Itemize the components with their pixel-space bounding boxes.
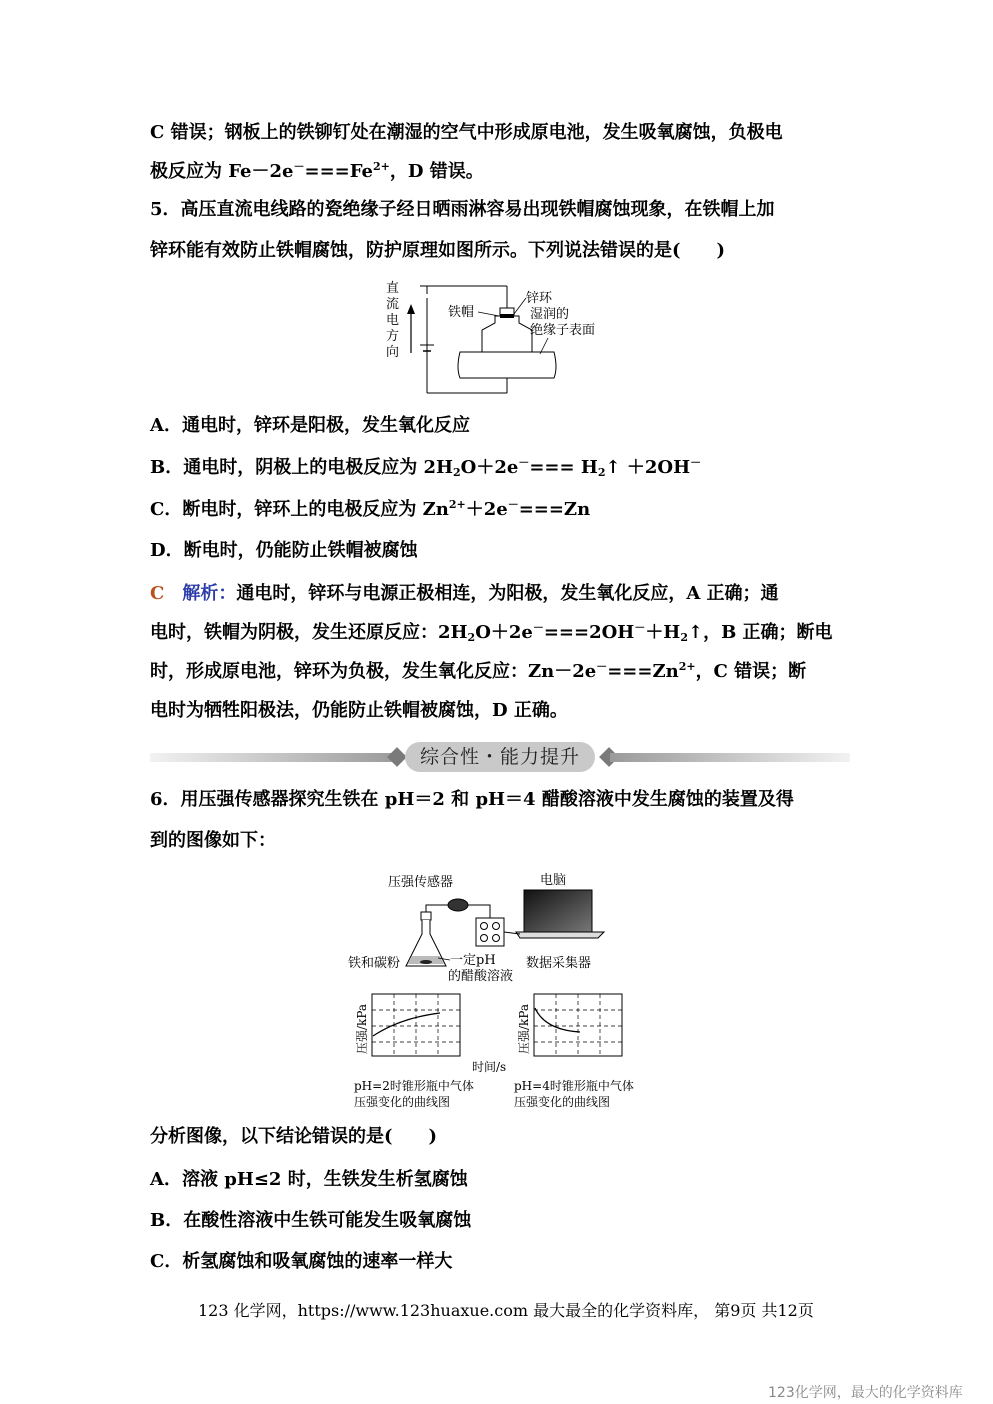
text-line: C 错误；钢板上的铁铆钉处在潮湿的空气中形成原电池，发生吸氧腐蚀，负极电: [150, 122, 783, 143]
answer-line: 电时为牺牲阳极法，仍能防止铁帽被腐蚀，D 正确。: [150, 700, 568, 721]
svg-text:铁帽: 铁帽: [448, 305, 475, 320]
svg-text:电: 电: [386, 313, 400, 328]
svg-text:锌环: 锌环: [526, 291, 553, 306]
svg-text:数据采集器: 数据采集器: [526, 956, 592, 971]
zinc-ring: [500, 314, 514, 318]
analysis-label: 解析：: [182, 583, 237, 604]
section-banner: [150, 742, 850, 772]
svg-text:向: 向: [386, 345, 400, 360]
svg-text:压强/kPa: 压强/kPa: [355, 1003, 369, 1054]
svg-text:的醋酸溶液: 的醋酸溶液: [448, 969, 514, 984]
answer-line: C 解析：通电时，锌环与电源正极相连，为阳极，发生氧化反应，A 正确；通: [150, 583, 779, 604]
option-c: C．析氢腐蚀和吸氧腐蚀的速率一样大: [150, 1251, 453, 1272]
section-title: 综合性・能力提升: [405, 742, 595, 772]
option-b: B．在酸性溶液中生铁可能发生吸氧腐蚀: [150, 1210, 472, 1231]
svg-text:压强变化的曲线图: 压强变化的曲线图: [514, 1095, 611, 1109]
question-6-prompt: 分析图像，以下结论错误的是( ): [150, 1126, 438, 1147]
svg-text:时间/s: 时间/s: [472, 1060, 507, 1074]
svg-text:pH=2时锥形瓶中气体: pH=2时锥形瓶中气体: [354, 1079, 474, 1093]
text-line: 极反应为 $Fe-2e^-===Fe^{2+}$，D 错误。: [150, 160, 484, 182]
watermark-text: 123化学网，最大的化学资料库: [768, 1385, 963, 1401]
svg-text:湿润的: 湿润的: [530, 307, 570, 322]
option-c: C．断电时，锌环上的电极反应为 $Zn^{2+}+2e^-===Zn$: [150, 498, 591, 520]
svg-text:压强传感器: 压强传感器: [388, 875, 454, 890]
question-6: 6．用压强传感器探究生铁在 pH＝2 和 pH＝4 醋酸溶液中发生腐蚀的装置及得: [150, 789, 794, 810]
svg-text:一定pH: 一定pH: [450, 953, 496, 968]
svg-text:直: 直: [386, 281, 400, 296]
svg-text:pH=4时锥形瓶中气体: pH=4时锥形瓶中气体: [514, 1079, 634, 1093]
svg-text:压强/kPa: 压强/kPa: [517, 1003, 531, 1054]
svg-text:电脑: 电脑: [540, 873, 567, 888]
option-a: A．溶液 pH≤2 时，生铁发生析氢腐蚀: [150, 1169, 468, 1190]
page-footer: 123 化学网，https://www.123huaxue.com 最大最全的化学资料库， 第9页 共12页: [198, 1301, 814, 1320]
answer-line: 时，形成原电池，锌环为负极，发生氧化反应：$Zn-2e^-===Zn^{2+}$，C 错误；断: [150, 660, 807, 682]
svg-text:流: 流: [386, 297, 400, 312]
answer-line: 电时，铁帽为阴极，发生还原反应：$2H_2O+2e^-===2OH^-+H_2↑$，B 正确；断电: [150, 621, 833, 644]
answer-letter: C: [150, 583, 165, 604]
experiment-diagram: [340, 868, 660, 1116]
question-6-cont: 到的图像如下：: [150, 830, 276, 851]
question-5: 5．高压直流电线路的瓷绝缘子经日晒雨淋容易出现铁帽腐蚀现象，在铁帽上加: [150, 199, 775, 220]
protection-diagram: [380, 278, 620, 400]
option-d: D．断电时，仍能防止铁帽被腐蚀: [150, 540, 418, 561]
svg-text:铁和碳粉: 铁和碳粉: [348, 956, 401, 971]
svg-text:方: 方: [386, 329, 400, 344]
svg-text:压强变化的曲线图: 压强变化的曲线图: [354, 1095, 451, 1109]
option-b: B．通电时，阴极上的电极反应为 $2H_2O+2e^-===$ $H_2↑ +2OH^-$: [150, 456, 702, 479]
svg-text:绝缘子表面: 绝缘子表面: [530, 323, 596, 338]
question-5-cont: 锌环能有效防止铁帽腐蚀，防护原理如图所示。下列说法错误的是( ): [150, 240, 726, 261]
option-a: A．通电时，锌环是阳极，发生氧化反应: [150, 415, 470, 436]
